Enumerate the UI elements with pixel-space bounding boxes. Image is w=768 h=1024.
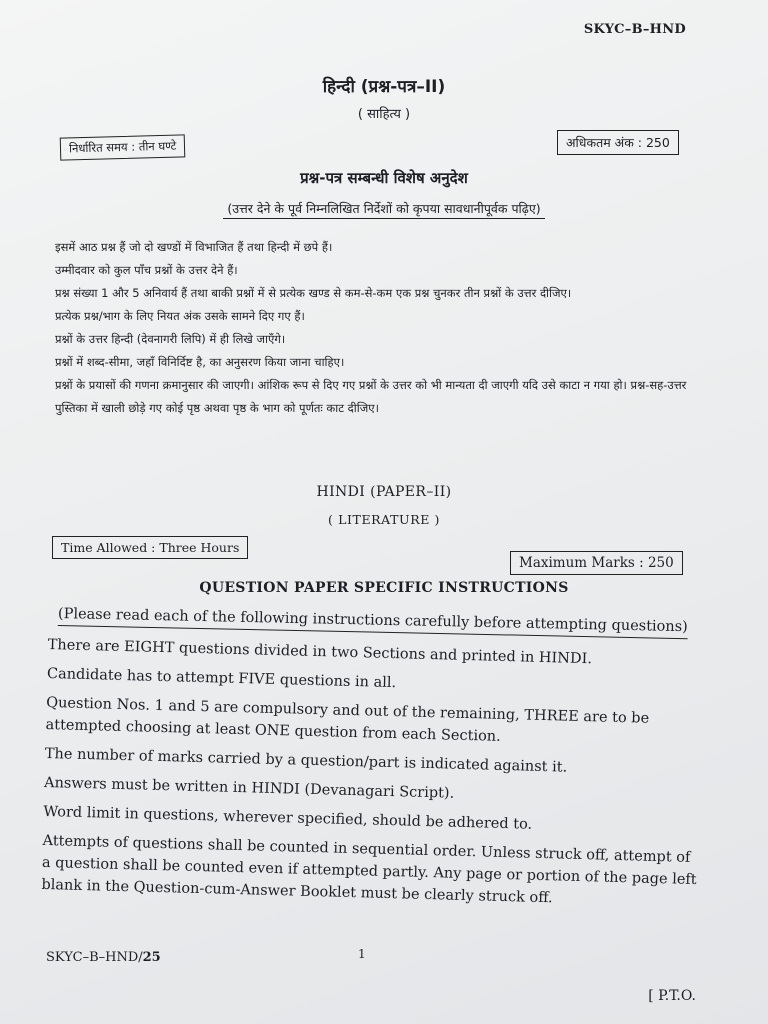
english-instructions-list (41, 634, 708, 920)
footer-code-prefix: SKYC–B–HND/ (46, 950, 143, 965)
english-title: HINDI (PAPER–II) (316, 484, 452, 500)
english-instruction: Answers must be written in HINDI (Devanagari Script). (43, 774, 455, 802)
english-instructions-subheading (58, 606, 688, 635)
english-max-marks-box: Maximum Marks : 250 (510, 551, 683, 575)
hindi-subtitle: ( साहित्य ) (357, 107, 411, 122)
paper-code-header: SKYC–B–HND (583, 22, 686, 37)
hindi-title: हिन्दी (प्रश्न-पत्र–II) (322, 77, 446, 97)
english-instruction: Candidate has to attempt FIVE questions in all. (46, 665, 397, 692)
footer-code-number: 25 (142, 950, 161, 965)
english-instruction: Word limit in questions, wherever specified, should be adhered to. (43, 803, 533, 833)
page-number: 1 (358, 947, 366, 961)
hindi-instructions-heading: प्रश्न-पत्र सम्बन्धी विशेष अनुदेश (300, 169, 468, 187)
hindi-instructions-subheading-text: (उत्तर देने के पूर्व निम्नलिखित निर्देशों को कृपया सावधानीपूर्वक पढ़िए) (223, 201, 544, 219)
english-instruction: There are EIGHT questions divided in two Sections and printed in HINDI. (47, 636, 593, 668)
hindi-instruction: प्रश्नों में शब्द-सीमा, जहाँ विनिर्दिष्ट है, का अनुसरण किया जाना चाहिए। (55, 355, 345, 369)
hindi-time-allowed-box: निर्धारित समय : तीन घण्टे (60, 134, 186, 160)
english-instruction: The number of marks carried by a question/part is indicated against it. (44, 745, 568, 776)
english-time-allowed-box: Time Allowed : Three Hours (52, 536, 248, 559)
hindi-instruction: प्रश्न संख्या 1 और 5 अनिवार्य हैं तथा बाकी प्रश्नों में से प्रत्येक खण्ड से कम-से-कम एक प्रश्न चुनकर तीन प्रश्नों के उत्तर दीजिए। (55, 286, 572, 300)
hindi-instruction: प्रत्येक प्रश्न/भाग के लिए नियत अंक उसके सामने दिए गए हैं। (55, 309, 305, 323)
english-instruction: Question Nos. 1 and 5 are compulsory and out of the remaining, THREE are to be attempted choosing at least ONE question from each Section. (45, 694, 650, 745)
hindi-instructions-list (55, 236, 695, 420)
hindi-instruction: उम्मीदवार को कुल पाँच प्रश्नों के उत्तर देने हैं। (55, 263, 238, 277)
hindi-instruction: प्रश्नों के प्रयासों की गणना क्रमानुसार की जाएगी। आंशिक रूप से दिए गए प्रश्नों के उत्तर को भी मान्यता दी जाएगी यदि उसे काटा न गया हो। प्रश्न-सह-उत्तर पुस्तिका में खाली छोड़े गए कोई पृष्ठ अथवा पृष्ठ के भाग को पूर्णतः काट दीजिए। (55, 378, 687, 415)
hindi-max-marks-box: अधिकतम अंक : 250 (557, 130, 679, 155)
english-instructions-subheading-text: (Please read each of the following instructions carefully before attempting questions) (58, 606, 688, 639)
pto-label: [ P.T.O. (648, 988, 696, 1004)
hindi-instruction: प्रश्नों के उत्तर हिन्दी (देवनागरी लिपि) में ही लिखे जाएँगे। (55, 332, 286, 346)
english-instruction: Attempts of questions shall be counted in sequential order. Unless struck off, attempt of a question shall be counted even if attempted partly. Any page or portion of the page left blank in the Question-cum-Answer Booklet must be clearly struck off. (41, 832, 697, 907)
english-instructions-heading: QUESTION PAPER SPECIFIC INSTRUCTIONS (199, 580, 569, 596)
english-subtitle: ( LITERATURE ) (328, 512, 440, 527)
hindi-instruction: इसमें आठ प्रश्न हैं जो दो खण्डों में विभाजित हैं तथा हिन्दी में छपे हैं। (55, 240, 333, 254)
footer-paper-code (46, 950, 161, 965)
hindi-instructions-subheading (0, 200, 768, 217)
